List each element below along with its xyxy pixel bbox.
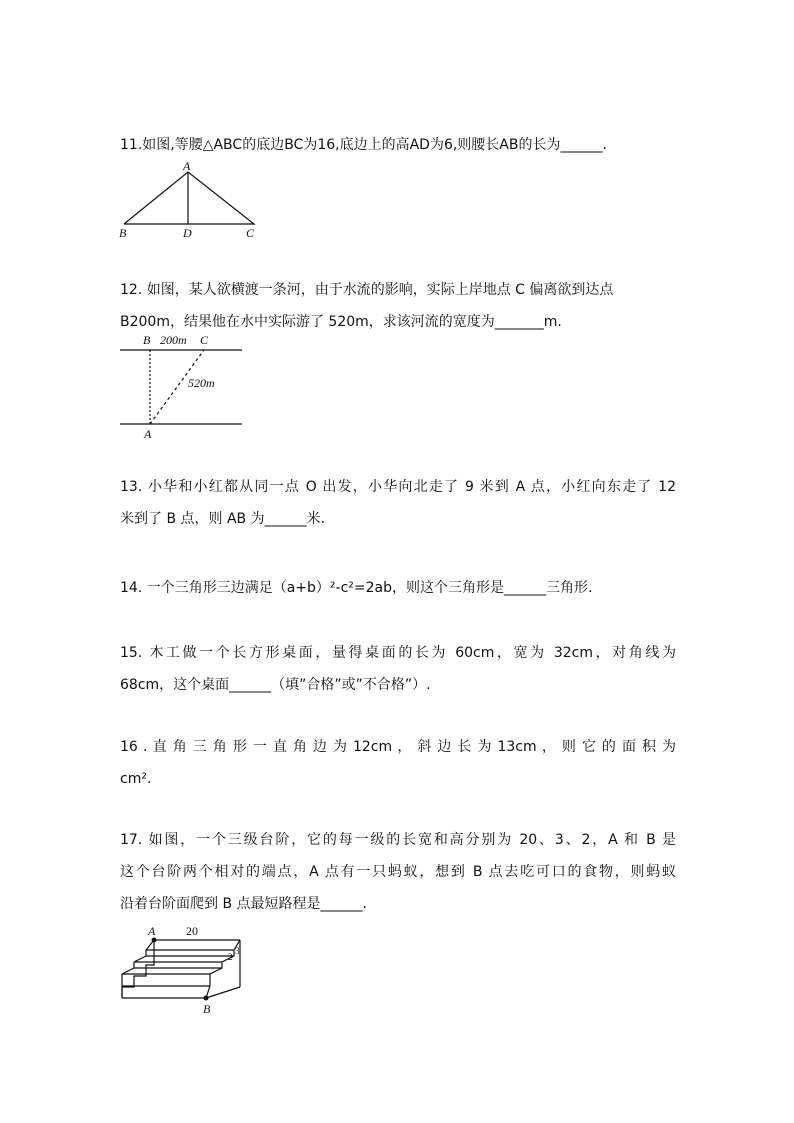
question-17-line3: 沿着台阶面爬到 B 点最短路程是______.: [120, 896, 367, 912]
isosceles-triangle-figure: [110, 160, 270, 240]
step-front-profile: [122, 940, 154, 998]
label-200m: 200m: [160, 333, 187, 347]
label-3: 3: [235, 946, 240, 956]
label-b: B: [203, 1002, 211, 1016]
question-14-text: 14. 一个三角形三边满足（a+b）²-c²=2ab，则这个三角形是______三角形.: [120, 580, 593, 596]
label-2: 2: [228, 952, 233, 962]
question-16-line2: cm².: [120, 771, 152, 787]
question-13-line1: 13. 小华和小红都从同一点 O 出发，小华向北走了 9 米到 A 点，小红向东走了 12: [120, 479, 676, 495]
label-a: A: [148, 924, 156, 938]
step-1-front-top: [122, 968, 134, 974]
point-b: [204, 996, 209, 1001]
label-b: B: [119, 226, 127, 240]
step-right-diag: [206, 987, 240, 998]
question-16-line1: 16 . 直 角 三 角 形 一 直 角 边 为 12cm ， 斜 边 长 为 13cm ， 则 它 的 面 积 为: [120, 739, 676, 755]
question-17-line2: 这个台阶两个相对的端点，A 点有一只蚂蚁，想到 B 点去吃可口的食物，则蚂蚁: [120, 864, 676, 880]
staircase-figure: [110, 920, 260, 1025]
question-17-line1: 17. 如图，一个三级台阶，它的每一级的长宽和高分别为 20、3、2，A 和 B 是: [120, 832, 676, 848]
question-15-line1: 15. 木工做一个长方形桌面，量得桌面的长为 60cm，宽为 32cm，对角线为: [120, 645, 676, 661]
question-13-line2: 米到了 B 点，则 AB 为______米.: [120, 511, 326, 527]
triangle-outline: [124, 172, 254, 224]
point-a: [152, 938, 157, 943]
label-c: C: [200, 333, 209, 347]
label-520m: 520m: [188, 376, 215, 390]
question-15-line2: 68cm，这个桌面______（填”合格”或”不合格”）.: [120, 677, 431, 693]
label-20: 20: [186, 924, 198, 938]
step-2-front-top: [134, 956, 146, 962]
question-11-text: 11.如图,等腰△ABC的底边BC为16,底边上的高AD为6,则腰长AB的长为______.: [120, 137, 607, 153]
river-crossing-figure: [110, 330, 260, 445]
question-12-line2: B200m，结果他在水中实际游了 520m，求该河流的宽度为_______m.: [120, 314, 562, 330]
label-c: C: [246, 226, 255, 240]
label-b: B: [143, 333, 151, 347]
label-d: D: [183, 226, 192, 240]
label-a: A: [183, 159, 191, 173]
label-a: A: [144, 427, 152, 441]
question-12-line1: 12. 如图，某人欲横渡一条河，由于水流的影响，实际上岸地点 C 偏离欲到达点: [120, 282, 614, 298]
